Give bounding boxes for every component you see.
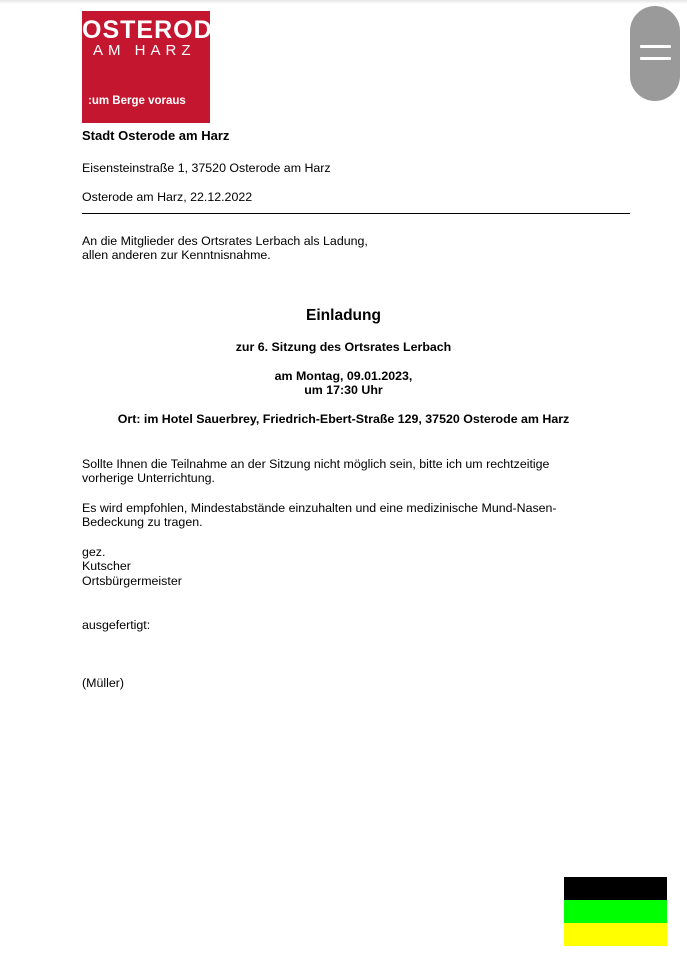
invitation-time: um 17:30 Uhr [304,383,383,397]
flag-stripe-black [564,877,667,900]
org-address: Eisensteinstraße 1, 37520 Osterode am Harz [82,161,331,175]
flag-stripe-green [564,900,667,923]
flag-badge [564,877,667,946]
body-para-1-line-2: vorherige Unterrichtung. [82,471,215,485]
body-para-1-line-1: Sollte Ihnen die Teilnahme an der Sitzung nicht möglich sein, bitte ich um rechtzeitige [82,457,550,471]
menu-button[interactable] [630,6,680,101]
issuer-name: (Müller) [82,676,124,690]
org-name: Stadt Osterode am Harz [82,128,230,143]
issued-label: ausgefertigt: [82,618,151,632]
invitation-location: Ort: im Hotel Sauerbrey, Friedrich-Ebert-Straße 129, 37520 Osterode am Harz [117,412,570,426]
recipients-line-2: allen anderen zur Kenntnisnahme. [82,248,271,262]
logo-subtitle: AM HARZ [93,42,196,59]
hamburger-icon-bar [640,57,671,60]
signature-role: Ortsbürgermeister [82,574,182,588]
invitation-title: Einladung [306,307,381,324]
hamburger-icon [640,45,671,48]
logo-title: OSTERODE [82,16,231,44]
body-para-2-line-1: Es wird empfohlen, Mindestabstände einzuhalten und eine medizinische Mund-Nasen- [82,501,557,515]
place-date: Osterode am Harz, 22.12.2022 [82,190,253,204]
recipients-line-1: An die Mitglieder des Ortsrates Lerbach als Ladung, [82,234,368,248]
body-para-2-line-2: Bedeckung zu tragen. [82,515,203,529]
flag-stripe-yellow [564,923,667,946]
header-divider [82,213,630,214]
invitation-subtitle: zur 6. Sitzung des Ortsrates Lerbach [235,340,452,354]
signature-gez: gez. [82,545,106,559]
signature-name: Kutscher [82,559,131,573]
logo-slogan: :um Berge voraus [88,95,186,107]
city-logo [82,11,231,123]
invitation-date: am Montag, 09.01.2023, [274,369,413,383]
top-shadow [0,0,687,4]
